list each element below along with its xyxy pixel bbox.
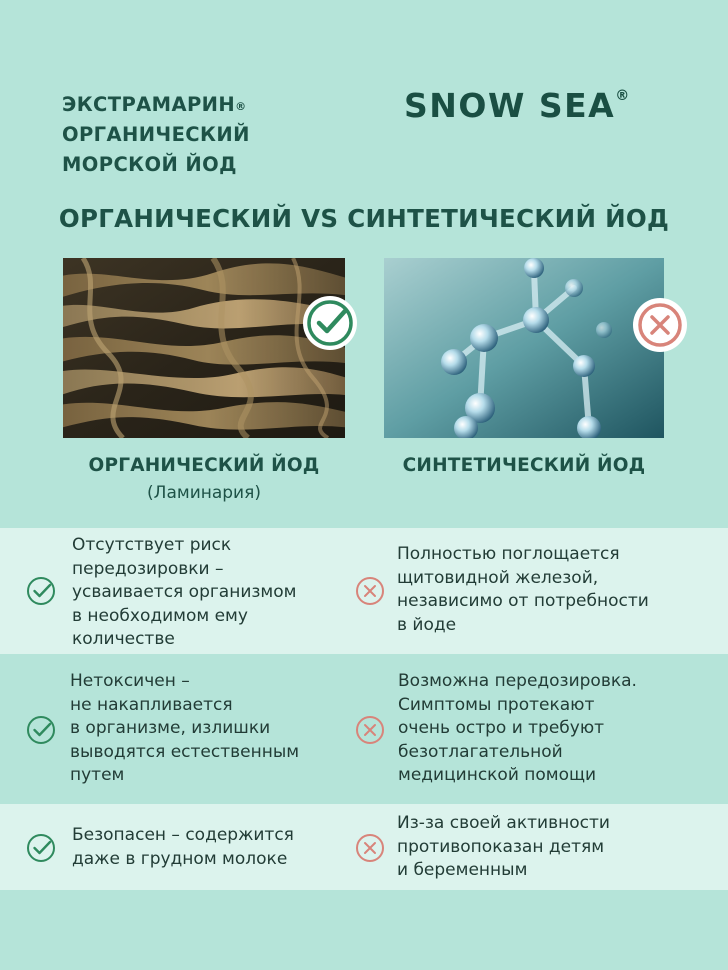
product-line-3: МОРСКОЙ ЙОД (62, 153, 237, 176)
organic-benefit-1: Отсутствует риск передозировки – усваивается организмом в необходимом ему количестве (72, 535, 297, 649)
page-headline: ОРГАНИЧЕСКИЙ VS СИНТЕТИЧЕСКИЙ ЙОД (58, 204, 670, 233)
synthetic-drawback-2: Возможна передозировка. Симптомы протекают очень остро и требуют безотлагательной медицинской помощи (398, 671, 637, 785)
product-line-1: ЭКСТРАМАРИН (62, 93, 236, 116)
organic-benefit-2: Нетоксичен – не накапливается в организме, излишки выводятся естественным путем (70, 671, 300, 785)
cross-circle-icon (633, 298, 687, 352)
product-line-2: ОРГАНИЧЕСКИЙ (62, 123, 250, 146)
cross-icon (354, 832, 386, 864)
brand-registered-mark: ® (615, 88, 631, 104)
cross-icon (354, 575, 386, 607)
product-name (62, 90, 322, 180)
brand-name: SNOW SEA (404, 86, 616, 125)
check-circle-icon (303, 296, 357, 350)
check-icon (25, 714, 57, 746)
check-icon (25, 832, 57, 864)
organic-benefit-3: Безопасен – содержится даже в грудном молоке (72, 825, 294, 869)
synthetic-drawback-3: Из-за своей активности противопоказан детям и беременным (397, 813, 610, 880)
registered-mark: ® (235, 100, 247, 113)
synthetic-iodine-title: СИНТЕТИЧЕСКИЙ ЙОД (402, 455, 646, 476)
molecule-model-photo (384, 258, 664, 438)
synthetic-drawback-1: Полностью поглощается щитовидной железой, независимо от потребности в йоде (397, 544, 649, 635)
brand-logo (404, 86, 704, 125)
organic-iodine-subtitle: (Ламинария) (147, 483, 261, 503)
check-icon (25, 575, 57, 607)
organic-iodine-title: ОРГАНИЧЕСКИЙ ЙОД (88, 455, 320, 476)
cross-icon (354, 714, 386, 746)
